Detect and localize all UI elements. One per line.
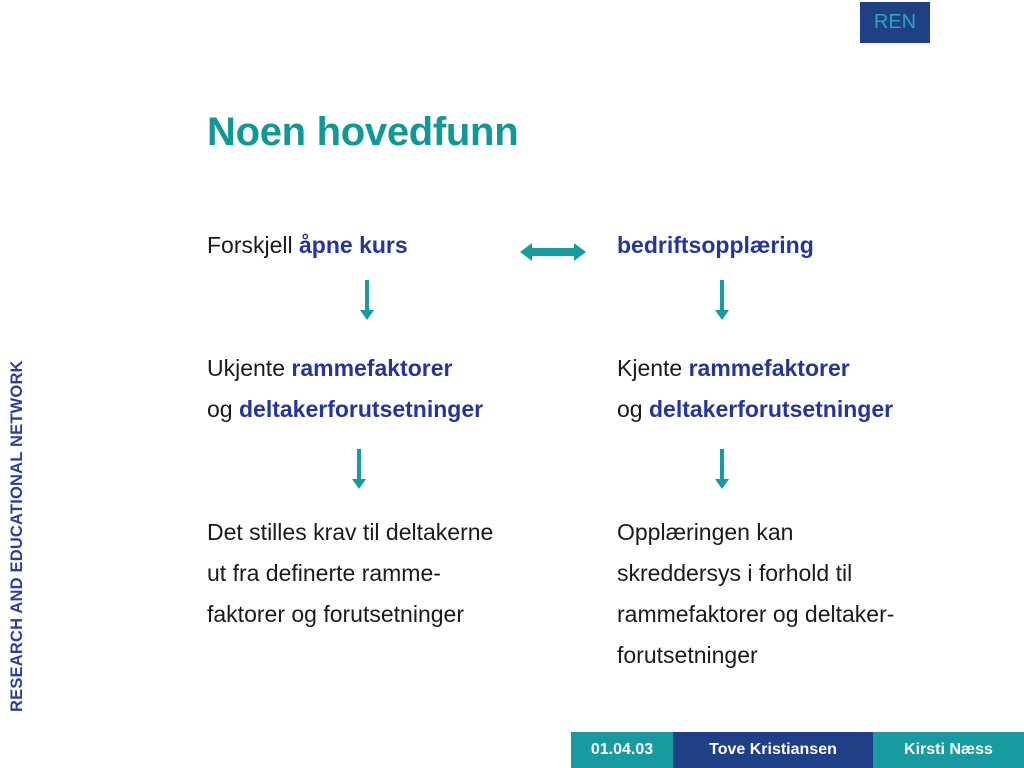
row2-right-line1-prefix: Kjente — [617, 355, 689, 381]
down-arrow-icon — [352, 449, 366, 489]
row2-left-line1-prefix: Ukjente — [207, 355, 292, 381]
row2-right-line1-bold: rammefaktorer — [688, 355, 850, 381]
row3-right-paragraph — [617, 512, 894, 676]
row2-right-line2 — [617, 389, 893, 430]
row2-left-line1-bold: rammefaktorer — [291, 355, 453, 381]
row1-left-bold: åpne kurs — [299, 232, 408, 258]
row2-left-line2 — [207, 389, 483, 430]
row2-right-line1 — [617, 348, 850, 389]
down-arrow-icon — [715, 449, 729, 489]
row3-left-paragraph — [207, 512, 493, 635]
slide-title: Noen hovedfunn — [207, 110, 519, 154]
row3-right-line: forutsetninger — [617, 642, 758, 668]
row1-right-bold: bedriftsopplæring — [617, 232, 814, 258]
ren-logo: REN — [860, 2, 930, 43]
row3-left-line: faktorer og forutsetninger — [207, 601, 464, 627]
row3-right-line: skreddersys i forhold til — [617, 560, 853, 586]
row1-left-prefix: Forskjell — [207, 232, 300, 258]
sidebar-network-label: RESEARCH AND EDUCATIONAL NETWORK — [8, 360, 26, 712]
row2-right-line2-bold: deltakerforutsetninger — [648, 396, 894, 422]
row2-left-line2-prefix: og — [207, 396, 239, 422]
row2-left-line1 — [207, 348, 452, 389]
row3-left-line: ut fra definerte ramme- — [207, 560, 441, 586]
footer-author-2: Kirsti Næss — [873, 732, 1024, 768]
down-arrow-icon — [360, 280, 374, 320]
row3-right-line: Opplæringen kan — [617, 519, 794, 545]
row2-right-line2-prefix: og — [617, 396, 649, 422]
row3-right-line: rammefaktorer og deltaker- — [617, 601, 895, 627]
footer-date: 01.04.03 — [571, 732, 673, 768]
row1-right-text — [617, 225, 814, 266]
row1-left-text — [207, 225, 408, 266]
row2-left-line2-bold: deltakerforutsetninger — [238, 396, 484, 422]
double-arrow-icon — [520, 240, 586, 264]
row3-left-line: Det stilles krav til deltakerne — [207, 519, 494, 545]
down-arrow-icon — [715, 280, 729, 320]
footer-author-1: Tove Kristiansen — [673, 732, 873, 768]
